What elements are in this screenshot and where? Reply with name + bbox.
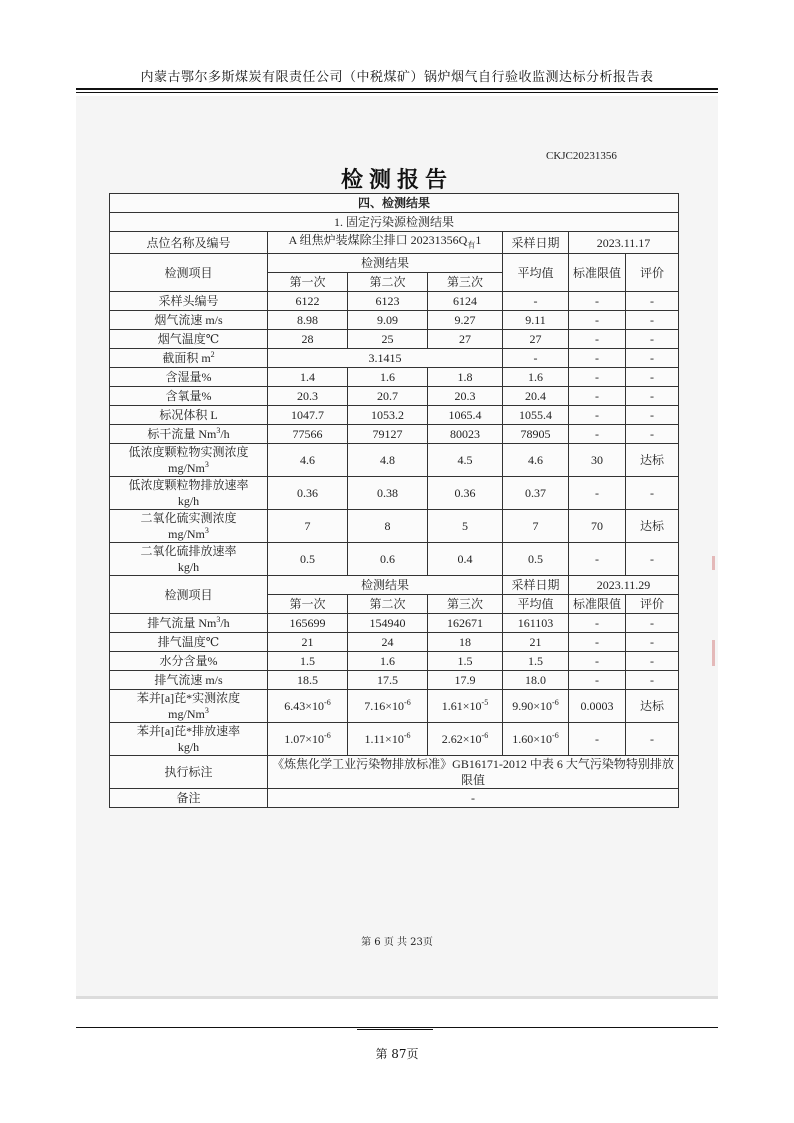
cell-value: 5 — [428, 510, 503, 543]
table-row — [110, 292, 679, 311]
sample-date-label: 采样日期 — [503, 576, 569, 595]
cell-eval: - — [626, 723, 679, 756]
cell-value: 17.5 — [348, 671, 428, 690]
row-item: 标干流量 Nm$^3$/h — [110, 425, 268, 444]
cell-value: 28 — [268, 330, 348, 349]
cell-value: 80023 — [428, 425, 503, 444]
cell-value: 1065.4 — [428, 406, 503, 425]
cell-eval: 达标 — [626, 510, 679, 543]
row-item: 低浓度颗粒物排放速率 kg/h — [110, 477, 268, 510]
col-first-header: 第一次 — [268, 273, 348, 292]
cell-value: 6123 — [348, 292, 428, 311]
cell-value: 0.36 — [428, 477, 503, 510]
cell-avg: $1.60\times 10^{-6}$ — [503, 723, 569, 756]
cell-value: $7.16\times 10^{-6}$ — [348, 690, 428, 723]
cell-limit: - — [569, 477, 626, 510]
header-rule — [76, 88, 718, 90]
cell-value: 18.5 — [268, 671, 348, 690]
remark-value: - — [268, 789, 679, 808]
table-row — [110, 406, 679, 425]
cell-value: 1.6 — [348, 368, 428, 387]
edge-stamp-mark — [712, 556, 715, 570]
col-limit-header: 标准限值 — [569, 595, 626, 614]
cell-value: 20.3 — [268, 387, 348, 406]
cell-value: 20.3 — [428, 387, 503, 406]
table-row — [110, 614, 679, 633]
cell-value: 1053.2 — [348, 406, 428, 425]
cell-avg: 1.5 — [503, 652, 569, 671]
row-item: 烟气温度℃ — [110, 330, 268, 349]
row-item: 烟气流速 m/s — [110, 311, 268, 330]
cell-value: 8 — [348, 510, 428, 543]
cell-value: 8.98 — [268, 311, 348, 330]
row-item: 苯并[a]芘*实测浓度 mg/Nm$^3$ — [110, 690, 268, 723]
cell-eval: - — [626, 477, 679, 510]
table-row — [110, 330, 679, 349]
cell-avg: 9.11 — [503, 311, 569, 330]
cell-eval: - — [626, 633, 679, 652]
document-header: 内蒙古鄂尔多斯煤炭有限责任公司（中税煤矿）锅炉烟气自行验收监测达标分析报告表 — [140, 70, 654, 85]
cell-value: 1.6 — [348, 652, 428, 671]
cell-value: 77566 — [268, 425, 348, 444]
cell-avg: 4.6 — [503, 444, 569, 477]
row-item: 低浓度颗粒物实测浓度 mg/Nm$^3$ — [110, 444, 268, 477]
cell-value: 0.38 — [348, 477, 428, 510]
header-rule-thin — [76, 92, 718, 93]
cell-value: 79127 — [348, 425, 428, 444]
cell-avg: 1055.4 — [503, 406, 569, 425]
table-row — [110, 444, 679, 477]
table-row — [110, 477, 679, 510]
cell-avg: 7 — [503, 510, 569, 543]
row-item: 排气流速 m/s — [110, 671, 268, 690]
cell-value: 21 — [268, 633, 348, 652]
cell-value: 1.8 — [428, 368, 503, 387]
cell-eval: - — [626, 543, 679, 576]
col-results-header: 检测结果 — [268, 576, 503, 595]
point-label: 点位名称及编号 — [110, 232, 268, 254]
cell-limit: - — [569, 633, 626, 652]
cell-avg: 0.5 — [503, 543, 569, 576]
table-row — [110, 232, 679, 254]
cell-limit: - — [569, 368, 626, 387]
row-item: 排气流量 Nm$^3$/h — [110, 614, 268, 633]
cell-eval: - — [626, 368, 679, 387]
cell-value: 1.5 — [428, 652, 503, 671]
cell-limit: 0.0003 — [569, 690, 626, 723]
col-eval-header: 评价 — [626, 595, 679, 614]
cell-value: 20.7 — [348, 387, 428, 406]
col-avg-header: 平均值 — [503, 595, 569, 614]
col-avg-header: 平均值 — [503, 254, 569, 292]
cell-eval: - — [626, 349, 679, 368]
cell-value: 7 — [268, 510, 348, 543]
cell-value: 18 — [428, 633, 503, 652]
table-row — [110, 543, 679, 576]
cell-value: 0.6 — [348, 543, 428, 576]
row-item: 标况体积 L — [110, 406, 268, 425]
cell-value: 4.8 — [348, 444, 428, 477]
table-row — [110, 387, 679, 406]
inner-page-number: 第 6 页 共 23页 — [361, 937, 433, 948]
cell-value: $1.07\times 10^{-6}$ — [268, 723, 348, 756]
col-item-header: 检测项目 — [110, 576, 268, 614]
cell-value: 162671 — [428, 614, 503, 633]
cell-value: 1.5 — [268, 652, 348, 671]
cell-eval: - — [626, 292, 679, 311]
cell-eval: 达标 — [626, 444, 679, 477]
table-row — [110, 254, 679, 273]
standard-label: 执行标注 — [110, 756, 268, 789]
cell-value: 1.4 — [268, 368, 348, 387]
cell-limit: - — [569, 614, 626, 633]
row-item: 苯并[a]芘*排放速率 kg/h — [110, 723, 268, 756]
col-results-header: 检测结果 — [268, 254, 503, 273]
scan-edge-shadow — [76, 996, 718, 999]
standard-value: 《炼焦化学工业污染物排放标准》GB16171-2012 中表 6 大气污染物特别排放限值 — [268, 756, 679, 789]
cell-avg: 18.0 — [503, 671, 569, 690]
cell-avg: 21 — [503, 633, 569, 652]
cell-value: 9.09 — [348, 311, 428, 330]
col-third-header: 第三次 — [428, 273, 503, 292]
table-row — [110, 368, 679, 387]
cell-eval: - — [626, 387, 679, 406]
cell-eval: - — [626, 652, 679, 671]
cell-avg: 161103 — [503, 614, 569, 633]
page-number: 第 87页 — [375, 1047, 419, 1061]
col-first-header: 第一次 — [268, 595, 348, 614]
cell-limit: - — [569, 387, 626, 406]
cell-value: 24 — [348, 633, 428, 652]
cell-value: 154940 — [348, 614, 428, 633]
sample-date-value: 2023.11.17 — [569, 232, 679, 254]
row-item: 二氧化硫实测浓度 mg/Nm$^3$ — [110, 510, 268, 543]
row-item: 截面积 $m^2$ — [110, 349, 268, 368]
col-item-header: 检测项目 — [110, 254, 268, 292]
subsection-title: 1. 固定污染源检测结果 — [110, 213, 679, 232]
cell-value: $1.11\times 10^{-6}$ — [348, 723, 428, 756]
cell-value: 4.6 — [268, 444, 348, 477]
report-number: CKJC20231356 — [546, 150, 617, 162]
table-row — [110, 756, 679, 789]
cell-limit: - — [569, 292, 626, 311]
cell-limit: - — [569, 311, 626, 330]
row-item: 含湿量% — [110, 368, 268, 387]
cell-avg: 20.4 — [503, 387, 569, 406]
footer-rule — [76, 1027, 718, 1028]
table-row — [110, 510, 679, 543]
row-item: 采样头编号 — [110, 292, 268, 311]
cell-limit: - — [569, 543, 626, 576]
cell-value: 0.36 — [268, 477, 348, 510]
cell-eval: - — [626, 425, 679, 444]
table-row — [110, 723, 679, 756]
table-row — [110, 789, 679, 808]
table-row — [110, 690, 679, 723]
cell-value: $1.61\times 10^{-5}$ — [428, 690, 503, 723]
results-table — [109, 193, 679, 808]
table-row — [110, 576, 679, 595]
cell-limit: 30 — [569, 444, 626, 477]
cell-avg: - — [503, 349, 569, 368]
col-eval-header: 评价 — [626, 254, 679, 292]
cell-value: 3.1415 — [268, 349, 503, 368]
cell-value: 9.27 — [428, 311, 503, 330]
row-item: 含氧量% — [110, 387, 268, 406]
cell-avg: 78905 — [503, 425, 569, 444]
cell-value: 4.5 — [428, 444, 503, 477]
cell-eval: - — [626, 406, 679, 425]
cell-avg: $9.90\times 10^{-6}$ — [503, 690, 569, 723]
cell-value: $2.62\times 10^{-6}$ — [428, 723, 503, 756]
cell-limit: - — [569, 330, 626, 349]
cell-avg: - — [503, 292, 569, 311]
point-value: A 组焦炉装煤除尘排口 $20231356Q_有1$ — [268, 232, 503, 254]
remark-label: 备注 — [110, 789, 268, 808]
section-title: 四、检测结果 — [110, 194, 679, 213]
cell-avg: 1.6 — [503, 368, 569, 387]
table-row — [110, 194, 679, 213]
footer-rule-short — [357, 1029, 433, 1030]
cell-limit: - — [569, 349, 626, 368]
table-row — [110, 633, 679, 652]
table-row — [110, 213, 679, 232]
cell-avg: 0.37 — [503, 477, 569, 510]
cell-value: 0.4 — [428, 543, 503, 576]
cell-eval: - — [626, 311, 679, 330]
cell-eval: 达标 — [626, 690, 679, 723]
table-row — [110, 671, 679, 690]
cell-value: 27 — [428, 330, 503, 349]
cell-value: 165699 — [268, 614, 348, 633]
col-third-header: 第三次 — [428, 595, 503, 614]
cell-value: $6.43\times 10^{-6}$ — [268, 690, 348, 723]
cell-value: 1047.7 — [268, 406, 348, 425]
cell-limit: - — [569, 425, 626, 444]
cell-limit: - — [569, 652, 626, 671]
sample-date-label: 采样日期 — [503, 232, 569, 254]
cell-eval: - — [626, 330, 679, 349]
cell-limit: - — [569, 671, 626, 690]
cell-avg: 27 — [503, 330, 569, 349]
cell-limit: 70 — [569, 510, 626, 543]
col-second-header: 第二次 — [348, 273, 428, 292]
table-row — [110, 311, 679, 330]
cell-value: 6122 — [268, 292, 348, 311]
report-title: 检测报告 — [340, 167, 453, 193]
table-row — [110, 425, 679, 444]
cell-eval: - — [626, 614, 679, 633]
cell-value: 17.9 — [428, 671, 503, 690]
edge-stamp-mark — [712, 640, 715, 666]
cell-value: 25 — [348, 330, 428, 349]
col-limit-header: 标准限值 — [569, 254, 626, 292]
cell-limit: - — [569, 723, 626, 756]
row-item: 排气温度℃ — [110, 633, 268, 652]
table-row — [110, 652, 679, 671]
cell-value: 0.5 — [268, 543, 348, 576]
col-second-header: 第二次 — [348, 595, 428, 614]
cell-eval: - — [626, 671, 679, 690]
sample-date-value: 2023.11.29 — [569, 576, 679, 595]
cell-value: 6124 — [428, 292, 503, 311]
table-row — [110, 349, 679, 368]
cell-limit: - — [569, 406, 626, 425]
row-item: 水分含量% — [110, 652, 268, 671]
row-item: 二氧化硫排放速率 kg/h — [110, 543, 268, 576]
